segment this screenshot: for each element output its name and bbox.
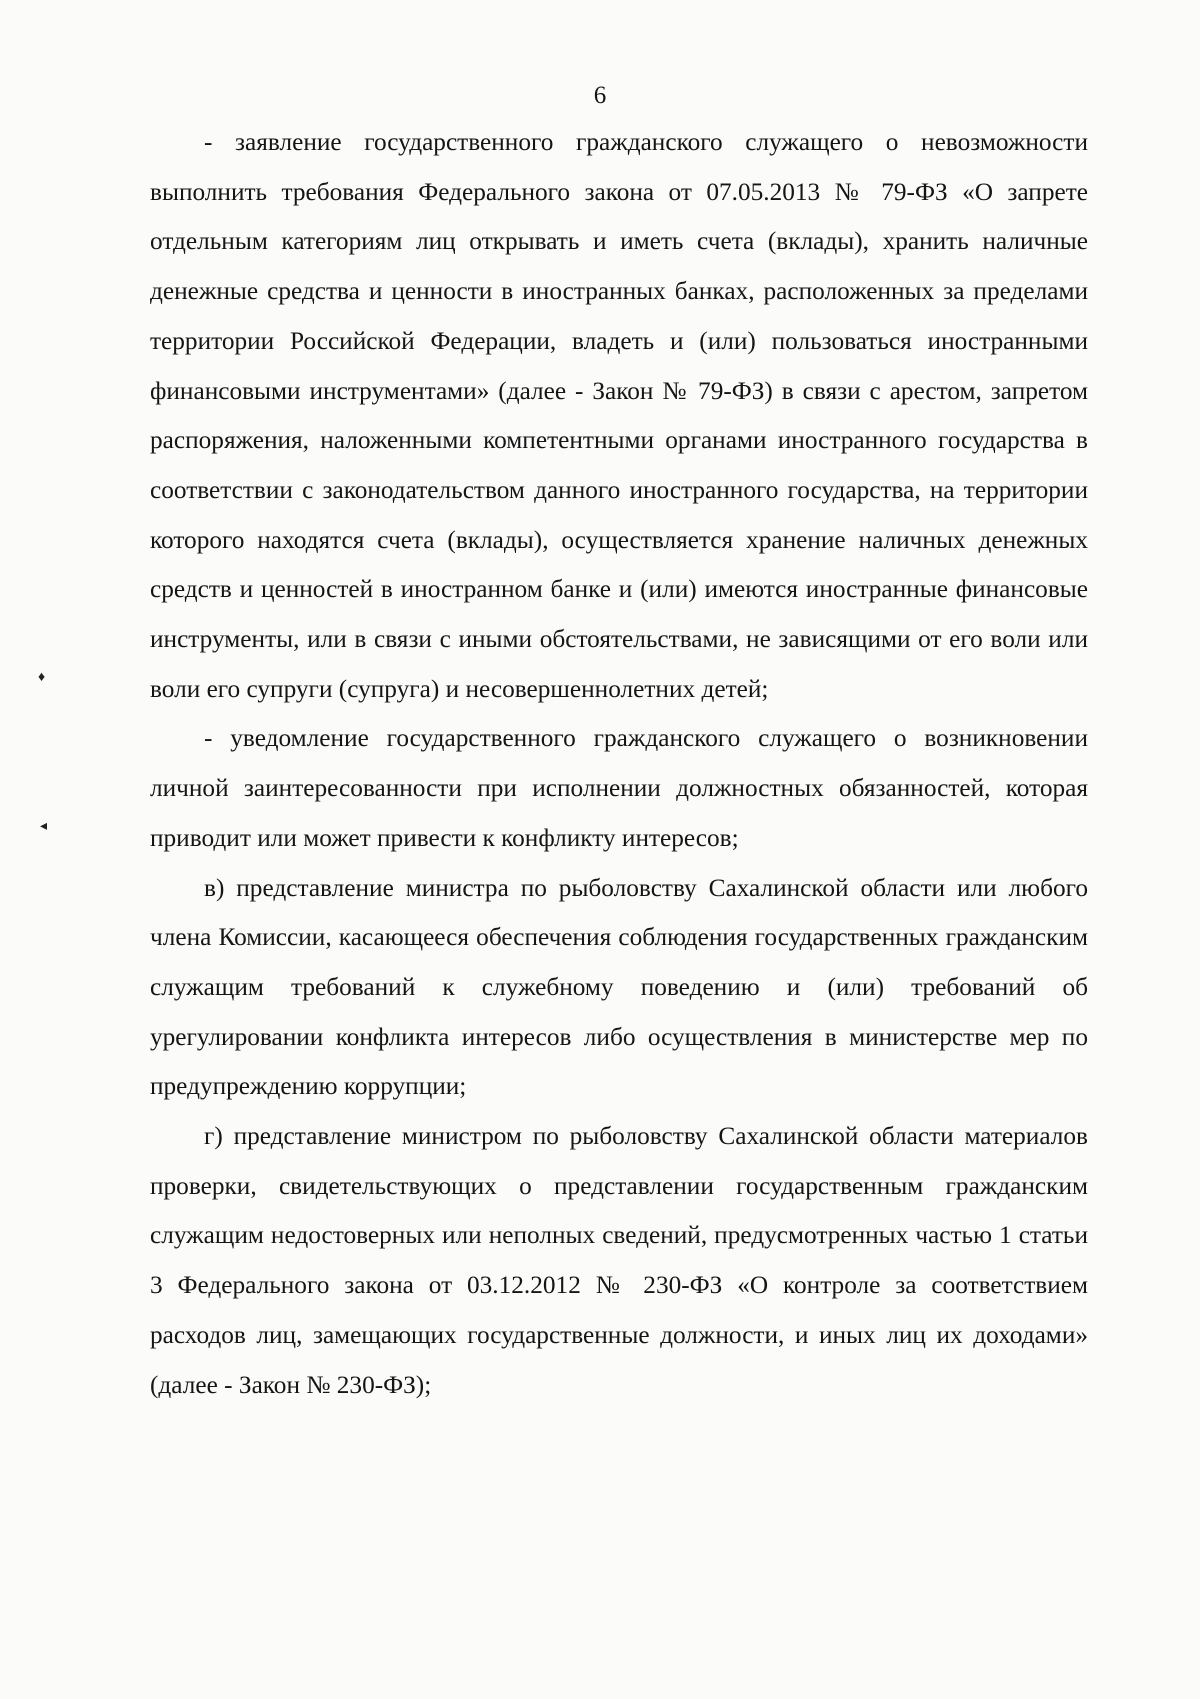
document-body: [150, 118, 1088, 1410]
paragraph-minister-submission: в) представление министра по рыболовству Сахалинской области или любого члена Комиссии, касающееся обеспечения соблюдения государственных гражданским служащим требований к служебному поведению и (или) требований об урегулировании конфликта интересов либо осуществления в министерстве мер по предупреждению коррупции;: [150, 873, 1088, 1101]
scan-speck-mark: ♦: [38, 670, 46, 685]
paragraph-inspection-materials: г) представление министром по рыболовству Сахалинской области материалов проверки, свидетельствующих о представлении государственным гражданским служащим недостоверных или неполных сведений, предусмотренных частью 1 статьи 3 Федерального закона от 03.12.2012 № 230-ФЗ «О контроле за соответствием расходов лиц, замещающих государственные должности, и иных лиц их доходами» (далее - Закон № 230-ФЗ);: [150, 1122, 1088, 1399]
paragraph-statement-79fz: - заявление государственного гражданского служащего о невозможности выполнить требования Федерального закона от 07.05.2013 № 79-ФЗ «О запрете отдельным категориям лиц открывать и иметь счета (вклады), хранить наличные денежные средства и ценности в иностранных банках, расположенных за пределами территории Российской Федерации, владеть и (или) пользоваться иностранными финансовыми инструментами» (далее - Закон № 79-ФЗ) в связи с арестом, запретом распоряжения, наложенными компетентными органами иностранного государства в соответствии с законодательством данного иностранного государства, на территории которого находятся счета (вклады), осуществляется хранение наличных денежных средств и ценностей в иностранном банке и (или) имеются иностранные финансовые инструменты, или в связи с иными обстоятельствами, не зависящими от его воли или воли его супруги (супруга) и несовершеннолетних детей;: [150, 128, 1088, 703]
page-number: 6: [593, 82, 607, 109]
scan-arrow-mark: ◂: [40, 819, 48, 834]
paragraph-notification-conflict: - уведомление государственного гражданского служащего о возникновении личной заинтересованности при исполнении должностных обязанностей, которая приводит или может привести к конфликту интересов;: [150, 724, 1088, 852]
